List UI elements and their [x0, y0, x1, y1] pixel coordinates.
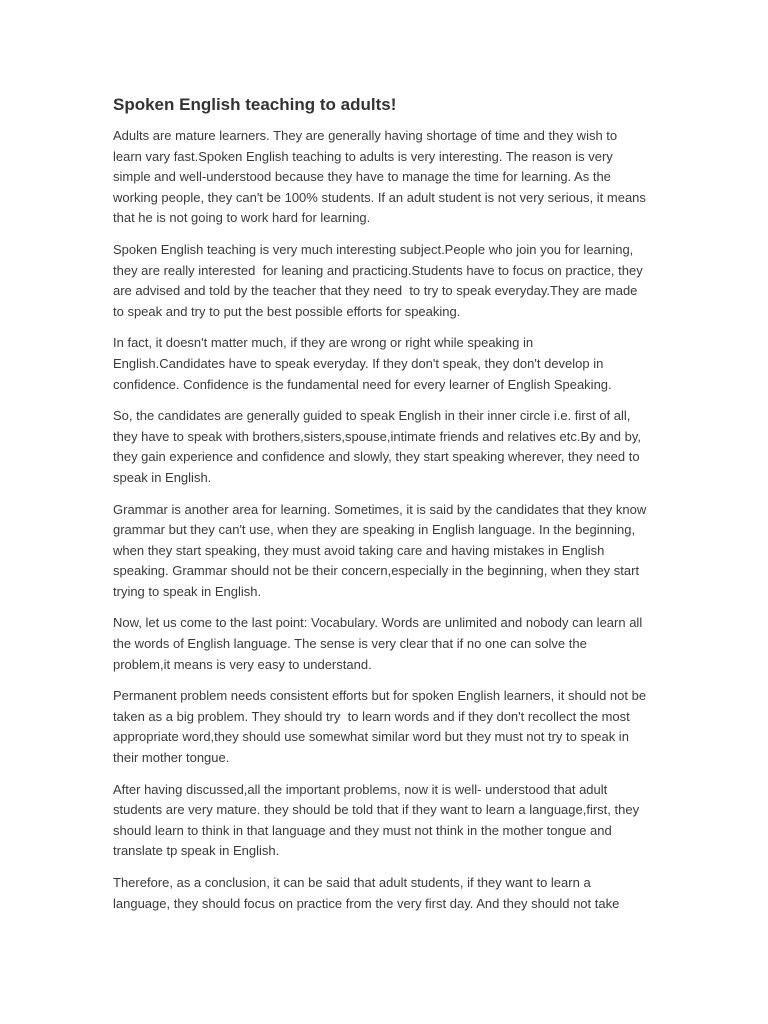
paragraph-4: So, the candidates are generally guided to speak English in their inner circle i.e. first of all, they have to speak with brothers,sisters,spouse,intimate friends and relatives etc.By and by, they gain experience and confidence and slowly, they start speaking wherever, they need to speak in English. [113, 408, 641, 485]
paragraph-1: Adults are mature learners. They are generally having shortage of time and they wish to learn vary fast.Spoken English teaching to adults is very interesting. The reason is very simple and well-understood because they have to manage the time for learning. As the working people, they can't be 100% students. If an adult student is not very serious, it means that he is not going to work hard for learning. [113, 128, 646, 226]
paragraph-3: In fact, it doesn't matter much, if they are wrong or right while speaking in English.Candidates have to speak everyday. If they don't speak, they don't develop in confidence. Confidence is the fundamental need for every learner of English Speaking. [113, 335, 612, 392]
paragraph-9: Therefore, as a conclusion, it can be said that adult students, if they want to learn a language, they should focus on practice from the very first day. And they should not take [113, 875, 620, 911]
document-page [113, 93, 653, 925]
paragraph-6: Now, let us come to the last point: Vocabulary. Words are unlimited and nobody can learn all the words of English language. The sense is very clear that if no one can solve the problem,it means is very easy to understand. [113, 615, 643, 672]
paragraph-7: Permanent problem needs consistent efforts but for spoken English learners, it should not be taken as a big problem. They should try to learn words and if they don't recollect the most appropriate word,they should use somewhat similar word but they must not try to speak in their mother tongue. [113, 688, 647, 766]
paragraph-5: Grammar is another area for learning. Sometimes, it is said by the candidates that they know grammar but they can't use, when they are speaking in English language. In the beginning, when they start speaking, they must avoid taking care and having mistakes in English speaking. Grammar should not be their concern,especially in the beginning, when they start trying to speak in English. [113, 501, 647, 599]
paragraph-2: Spoken English teaching is very much interesting subject.People who join you for learning, they are really interested for leaning and practicing.Students have to focus on practice, they are advised and told by the teacher that they need to try to speak everyday.They are made to speak and try to put the best possible efforts for speaking. [113, 241, 643, 319]
paragraph-8: After having discussed,all the important problems, now it is well- understood that adult students are very mature. they should be told that if they want to learn a language,first, they should learn to think in that language and they must not think in the mother tongue and translate tp speak in English. [113, 781, 640, 859]
document-title: Spoken English teaching to adults! [113, 95, 397, 114]
